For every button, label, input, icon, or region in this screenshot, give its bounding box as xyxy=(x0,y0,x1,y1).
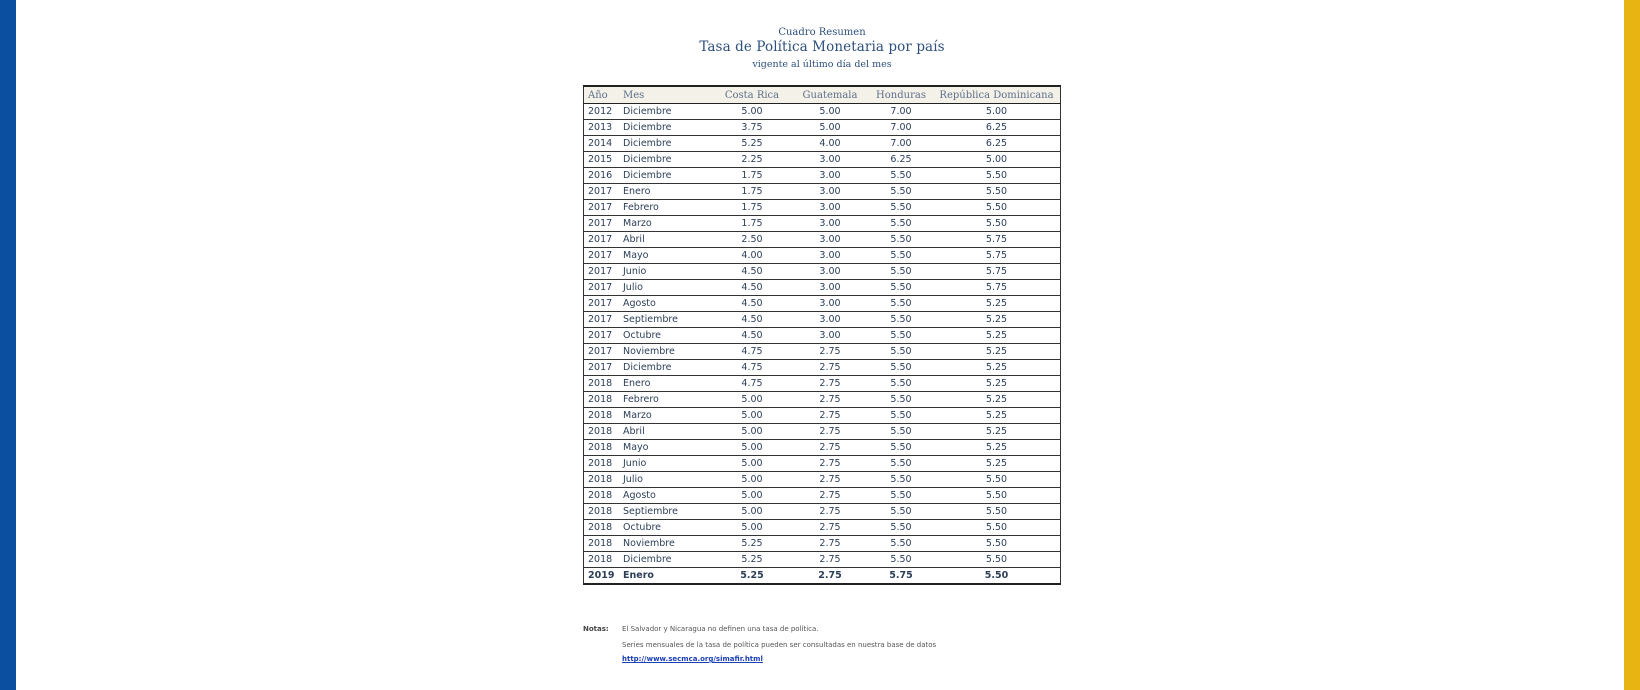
cell-guatemala: 3.00 xyxy=(791,216,869,232)
cell-year: 2017 xyxy=(584,312,624,328)
cell-costa-rica: 5.25 xyxy=(713,568,791,585)
column-header-month: Mes xyxy=(623,86,713,104)
cell-costa-rica: 5.00 xyxy=(713,424,791,440)
cell-guatemala: 3.00 xyxy=(791,248,869,264)
notes-label: Notas: xyxy=(583,625,609,633)
cell-costa-rica: 4.50 xyxy=(713,312,791,328)
cell-guatemala: 2.75 xyxy=(791,456,869,472)
cell-guatemala: 5.00 xyxy=(791,104,869,120)
cell-honduras: 5.50 xyxy=(869,168,933,184)
cell-month: Enero xyxy=(623,568,713,585)
column-header-year: Año xyxy=(584,86,624,104)
table-row xyxy=(584,184,1061,200)
cell-month: Octubre xyxy=(623,520,713,536)
cell-year: 2017 xyxy=(584,264,624,280)
table-row xyxy=(584,392,1061,408)
cell-guatemala: 3.00 xyxy=(791,184,869,200)
cell-guatemala: 2.75 xyxy=(791,392,869,408)
table-row xyxy=(584,248,1061,264)
cell-republica-dominicana: 5.50 xyxy=(933,536,1061,552)
cell-costa-rica: 4.75 xyxy=(713,360,791,376)
cell-guatemala: 2.75 xyxy=(791,440,869,456)
cell-year: 2018 xyxy=(584,376,624,392)
document-supertitle: Cuadro Resumen xyxy=(778,27,866,38)
cell-republica-dominicana: 5.00 xyxy=(933,104,1061,120)
cell-year: 2018 xyxy=(584,504,624,520)
cell-guatemala: 2.75 xyxy=(791,520,869,536)
cell-guatemala: 3.00 xyxy=(791,168,869,184)
note-line-1: El Salvador y Nicaragua no definen una tasa de política. xyxy=(622,625,819,633)
table-row xyxy=(584,456,1061,472)
cell-republica-dominicana: 5.25 xyxy=(933,296,1061,312)
cell-year: 2017 xyxy=(584,280,624,296)
table-row xyxy=(584,104,1061,120)
cell-republica-dominicana: 6.25 xyxy=(933,120,1061,136)
table-row xyxy=(584,440,1061,456)
cell-republica-dominicana: 5.75 xyxy=(933,264,1061,280)
cell-month: Noviembre xyxy=(623,344,713,360)
cell-year: 2018 xyxy=(584,456,624,472)
column-header-honduras: Honduras xyxy=(869,86,933,104)
cell-costa-rica: 5.00 xyxy=(713,392,791,408)
table-row xyxy=(584,280,1061,296)
cell-month: Junio xyxy=(623,456,713,472)
table-row xyxy=(584,136,1061,152)
table-row xyxy=(584,312,1061,328)
cell-republica-dominicana: 5.25 xyxy=(933,312,1061,328)
cell-costa-rica: 5.25 xyxy=(713,136,791,152)
cell-costa-rica: 5.00 xyxy=(713,456,791,472)
cell-costa-rica: 4.50 xyxy=(713,328,791,344)
cell-honduras: 5.50 xyxy=(869,280,933,296)
table-row xyxy=(584,552,1061,568)
cell-honduras: 5.50 xyxy=(869,200,933,216)
cell-republica-dominicana: 5.25 xyxy=(933,360,1061,376)
table-row xyxy=(584,520,1061,536)
table-row xyxy=(584,344,1061,360)
table-body xyxy=(584,104,1061,585)
table-row xyxy=(584,168,1061,184)
cell-republica-dominicana: 5.50 xyxy=(933,568,1061,585)
cell-month: Septiembre xyxy=(623,504,713,520)
policy-rate-table xyxy=(583,85,1061,585)
cell-republica-dominicana: 5.75 xyxy=(933,232,1061,248)
cell-costa-rica: 4.00 xyxy=(713,248,791,264)
cell-republica-dominicana: 6.25 xyxy=(933,136,1061,152)
cell-honduras: 5.50 xyxy=(869,312,933,328)
cell-honduras: 5.50 xyxy=(869,472,933,488)
cell-year: 2018 xyxy=(584,552,624,568)
cell-month: Septiembre xyxy=(623,312,713,328)
cell-month: Mayo xyxy=(623,440,713,456)
cell-month: Abril xyxy=(623,232,713,248)
table-row xyxy=(584,264,1061,280)
cell-month: Diciembre xyxy=(623,168,713,184)
table-row xyxy=(584,408,1061,424)
cell-guatemala: 3.00 xyxy=(791,296,869,312)
cell-honduras: 5.50 xyxy=(869,488,933,504)
cell-costa-rica: 5.00 xyxy=(713,520,791,536)
cell-costa-rica: 5.00 xyxy=(713,472,791,488)
cell-year: 2015 xyxy=(584,152,624,168)
summary-document xyxy=(583,26,1061,585)
cell-honduras: 5.50 xyxy=(869,456,933,472)
cell-costa-rica: 5.00 xyxy=(713,408,791,424)
cell-republica-dominicana: 5.25 xyxy=(933,392,1061,408)
cell-honduras: 5.50 xyxy=(869,248,933,264)
cell-month: Diciembre xyxy=(623,552,713,568)
cell-year: 2017 xyxy=(584,296,624,312)
cell-costa-rica: 5.00 xyxy=(713,504,791,520)
cell-costa-rica: 4.75 xyxy=(713,376,791,392)
cell-month: Febrero xyxy=(623,392,713,408)
cell-republica-dominicana: 5.50 xyxy=(933,488,1061,504)
cell-guatemala: 3.00 xyxy=(791,328,869,344)
cell-guatemala: 2.75 xyxy=(791,360,869,376)
cell-guatemala: 3.00 xyxy=(791,264,869,280)
cell-costa-rica: 2.50 xyxy=(713,232,791,248)
cell-month: Marzo xyxy=(623,216,713,232)
cell-costa-rica: 3.75 xyxy=(713,120,791,136)
table-row xyxy=(584,200,1061,216)
cell-year: 2016 xyxy=(584,168,624,184)
cell-year: 2017 xyxy=(584,248,624,264)
cell-month: Agosto xyxy=(623,488,713,504)
table-row xyxy=(584,120,1061,136)
cell-honduras: 5.50 xyxy=(869,392,933,408)
cell-honduras: 5.50 xyxy=(869,504,933,520)
cell-month: Julio xyxy=(623,280,713,296)
cell-year: 2018 xyxy=(584,488,624,504)
cell-honduras: 5.50 xyxy=(869,264,933,280)
cell-year: 2018 xyxy=(584,408,624,424)
cell-guatemala: 2.75 xyxy=(791,344,869,360)
cell-costa-rica: 5.25 xyxy=(713,552,791,568)
cell-year: 2018 xyxy=(584,424,624,440)
cell-honduras: 5.50 xyxy=(869,424,933,440)
cell-republica-dominicana: 5.25 xyxy=(933,376,1061,392)
cell-month: Agosto xyxy=(623,296,713,312)
cell-honduras: 5.50 xyxy=(869,216,933,232)
cell-month: Julio xyxy=(623,472,713,488)
cell-year: 2013 xyxy=(584,120,624,136)
cell-honduras: 5.50 xyxy=(869,232,933,248)
cell-honduras: 6.25 xyxy=(869,152,933,168)
table-row xyxy=(584,488,1061,504)
cell-year: 2018 xyxy=(584,472,624,488)
cell-costa-rica: 5.00 xyxy=(713,104,791,120)
cell-republica-dominicana: 5.50 xyxy=(933,472,1061,488)
document-subtitle: vigente al último día del mes xyxy=(752,59,892,70)
cell-guatemala: 3.00 xyxy=(791,200,869,216)
cell-honduras: 5.50 xyxy=(869,344,933,360)
cell-month: Octubre xyxy=(623,328,713,344)
cell-costa-rica: 4.50 xyxy=(713,264,791,280)
cell-guatemala: 2.75 xyxy=(791,568,869,585)
cell-republica-dominicana: 5.25 xyxy=(933,456,1061,472)
cell-guatemala: 2.75 xyxy=(791,488,869,504)
cell-honduras: 5.50 xyxy=(869,440,933,456)
cell-guatemala: 2.75 xyxy=(791,472,869,488)
cell-guatemala: 2.75 xyxy=(791,504,869,520)
table-row xyxy=(584,504,1061,520)
cell-costa-rica: 2.25 xyxy=(713,152,791,168)
cell-costa-rica: 4.50 xyxy=(713,280,791,296)
cell-honduras: 5.50 xyxy=(869,328,933,344)
cell-costa-rica: 1.75 xyxy=(713,184,791,200)
cell-year: 2017 xyxy=(584,216,624,232)
cell-republica-dominicana: 5.50 xyxy=(933,168,1061,184)
cell-month: Junio xyxy=(623,264,713,280)
cell-costa-rica: 4.50 xyxy=(713,296,791,312)
cell-year: 2017 xyxy=(584,200,624,216)
cell-honduras: 5.50 xyxy=(869,536,933,552)
cell-republica-dominicana: 5.50 xyxy=(933,184,1061,200)
cell-year: 2014 xyxy=(584,136,624,152)
cell-month: Diciembre xyxy=(623,360,713,376)
cell-year: 2017 xyxy=(584,360,624,376)
cell-honduras: 5.50 xyxy=(869,296,933,312)
cell-costa-rica: 1.75 xyxy=(713,200,791,216)
column-header-guatemala: Guatemala xyxy=(791,86,869,104)
table-row xyxy=(584,536,1061,552)
cell-year: 2017 xyxy=(584,232,624,248)
cell-honduras: 7.00 xyxy=(869,136,933,152)
cell-year: 2017 xyxy=(584,328,624,344)
cell-guatemala: 2.75 xyxy=(791,552,869,568)
left-accent-bar xyxy=(0,0,16,690)
table-row xyxy=(584,376,1061,392)
cell-honduras: 5.75 xyxy=(869,568,933,585)
cell-month: Enero xyxy=(623,376,713,392)
table-row xyxy=(584,568,1061,585)
table-header-row xyxy=(584,86,1061,104)
table-row xyxy=(584,424,1061,440)
cell-year: 2019 xyxy=(584,568,624,585)
table-row xyxy=(584,152,1061,168)
cell-month: Marzo xyxy=(623,408,713,424)
cell-costa-rica: 5.00 xyxy=(713,440,791,456)
cell-republica-dominicana: 5.50 xyxy=(933,520,1061,536)
cell-month: Noviembre xyxy=(623,536,713,552)
cell-costa-rica: 5.00 xyxy=(713,488,791,504)
column-header-costa-rica: Costa Rica xyxy=(713,86,791,104)
cell-republica-dominicana: 5.25 xyxy=(933,440,1061,456)
cell-year: 2018 xyxy=(584,392,624,408)
table-row xyxy=(584,360,1061,376)
cell-month: Diciembre xyxy=(623,152,713,168)
cell-guatemala: 4.00 xyxy=(791,136,869,152)
cell-guatemala: 3.00 xyxy=(791,232,869,248)
table-row xyxy=(584,232,1061,248)
database-link[interactable]: http://www.secmca.org/simafir.html xyxy=(622,655,763,663)
cell-guatemala: 3.00 xyxy=(791,152,869,168)
table-row xyxy=(584,216,1061,232)
cell-republica-dominicana: 5.50 xyxy=(933,552,1061,568)
cell-year: 2018 xyxy=(584,536,624,552)
cell-honduras: 5.50 xyxy=(869,408,933,424)
cell-guatemala: 5.00 xyxy=(791,120,869,136)
cell-month: Enero xyxy=(623,184,713,200)
cell-month: Diciembre xyxy=(623,120,713,136)
cell-honduras: 7.00 xyxy=(869,120,933,136)
cell-honduras: 5.50 xyxy=(869,552,933,568)
cell-month: Diciembre xyxy=(623,104,713,120)
cell-republica-dominicana: 5.50 xyxy=(933,200,1061,216)
cell-year: 2012 xyxy=(584,104,624,120)
cell-guatemala: 2.75 xyxy=(791,424,869,440)
cell-costa-rica: 1.75 xyxy=(713,168,791,184)
cell-republica-dominicana: 5.25 xyxy=(933,424,1061,440)
cell-costa-rica: 5.25 xyxy=(713,536,791,552)
cell-guatemala: 2.75 xyxy=(791,376,869,392)
cell-republica-dominicana: 5.50 xyxy=(933,216,1061,232)
cell-republica-dominicana: 5.25 xyxy=(933,408,1061,424)
table-row xyxy=(584,296,1061,312)
cell-month: Febrero xyxy=(623,200,713,216)
cell-guatemala: 3.00 xyxy=(791,312,869,328)
cell-honduras: 5.50 xyxy=(869,360,933,376)
cell-guatemala: 2.75 xyxy=(791,408,869,424)
cell-republica-dominicana: 5.25 xyxy=(933,328,1061,344)
cell-month: Mayo xyxy=(623,248,713,264)
right-accent-bar xyxy=(1624,0,1640,690)
cell-honduras: 5.50 xyxy=(869,184,933,200)
cell-costa-rica: 1.75 xyxy=(713,216,791,232)
cell-year: 2018 xyxy=(584,520,624,536)
cell-guatemala: 3.00 xyxy=(791,280,869,296)
document-title: Tasa de Política Monetaria por país xyxy=(699,39,945,55)
cell-republica-dominicana: 5.00 xyxy=(933,152,1061,168)
cell-republica-dominicana: 5.25 xyxy=(933,344,1061,360)
cell-year: 2018 xyxy=(584,440,624,456)
column-header-republica-dominicana: República Dominicana xyxy=(933,86,1061,104)
document-heading xyxy=(583,26,1061,72)
cell-month: Diciembre xyxy=(623,136,713,152)
cell-guatemala: 2.75 xyxy=(791,536,869,552)
table-row xyxy=(584,472,1061,488)
cell-honduras: 5.50 xyxy=(869,376,933,392)
cell-republica-dominicana: 5.50 xyxy=(933,504,1061,520)
table-row xyxy=(584,328,1061,344)
cell-year: 2017 xyxy=(584,184,624,200)
cell-republica-dominicana: 5.75 xyxy=(933,248,1061,264)
cell-honduras: 7.00 xyxy=(869,104,933,120)
note-line-2: Series mensuales de la tasa de política pueden ser consultadas en nuestra base de datos xyxy=(622,641,937,649)
cell-year: 2017 xyxy=(584,344,624,360)
cell-costa-rica: 4.75 xyxy=(713,344,791,360)
cell-month: Abril xyxy=(623,424,713,440)
cell-republica-dominicana: 5.75 xyxy=(933,280,1061,296)
cell-honduras: 5.50 xyxy=(869,520,933,536)
